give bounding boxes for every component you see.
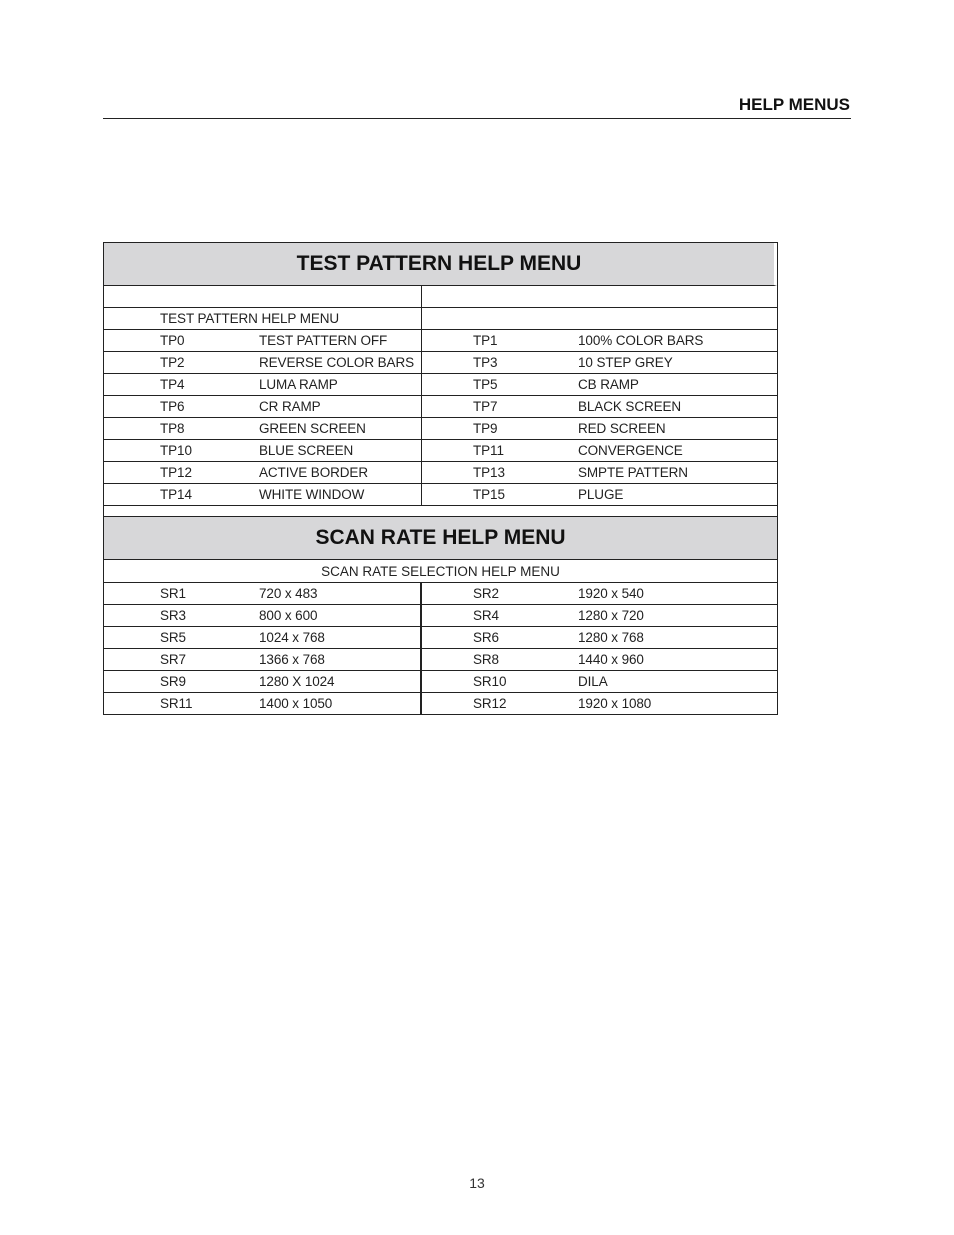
description-cell: 1280 x 768	[578, 630, 644, 645]
description-cell: 100% COLOR BARS	[578, 333, 704, 348]
code-cell: TP14	[160, 487, 192, 502]
header-rule	[103, 118, 851, 119]
table-row	[104, 396, 777, 418]
table-row	[104, 330, 777, 352]
description-cell: SMPTE PATTERN	[578, 465, 688, 480]
code-cell: SR5	[160, 630, 186, 645]
description-cell: 1920 x 1080	[578, 696, 652, 711]
description-cell: REVERSE COLOR BARS	[259, 355, 414, 370]
code-cell: SR1	[160, 586, 186, 601]
description-cell: 1440 x 960	[578, 652, 644, 667]
description-cell: 1400 x 1050	[259, 696, 333, 711]
table-row	[104, 605, 777, 627]
code-cell: SR2	[473, 586, 499, 601]
code-cell: TP8	[160, 421, 185, 436]
table-row	[104, 484, 777, 506]
description-cell: LUMA RAMP	[259, 377, 338, 392]
code-cell: TP10	[160, 443, 192, 458]
description-cell: 10 STEP GREY	[578, 355, 673, 370]
section-gap	[104, 506, 777, 517]
code-cell: TP15	[473, 487, 505, 502]
code-cell: TP3	[473, 355, 498, 370]
table-row	[104, 627, 777, 649]
description-cell: CR RAMP	[259, 399, 321, 414]
description-cell: RED SCREEN	[578, 421, 666, 436]
code-cell: SR4	[473, 608, 499, 623]
code-cell: TP13	[473, 465, 505, 480]
table-row	[104, 671, 777, 693]
description-cell: 1920 x 540	[578, 586, 644, 601]
table-row	[104, 649, 777, 671]
description-cell: 1366 x 768	[259, 652, 325, 667]
code-cell: SR7	[160, 652, 186, 667]
code-cell: TP4	[160, 377, 185, 392]
table-row	[104, 352, 777, 374]
scan-rate-title: SCAN RATE HELP MENU	[104, 517, 777, 560]
code-cell: SR12	[473, 696, 507, 711]
test-pattern-rows	[104, 330, 777, 506]
description-cell: CB RAMP	[578, 377, 639, 392]
code-cell: SR8	[473, 652, 499, 667]
description-cell: BLUE SCREEN	[259, 443, 354, 458]
table-row	[104, 693, 777, 714]
code-cell: TP11	[473, 443, 504, 458]
scan-rate-subheader: SCAN RATE SELECTION HELP MENU	[104, 560, 777, 583]
description-cell: CONVERGENCE	[578, 443, 683, 458]
test-pattern-subheader-row	[104, 308, 777, 330]
table-row	[104, 418, 777, 440]
code-cell: TP5	[473, 377, 498, 392]
help-menu-table	[103, 242, 778, 715]
code-cell: SR11	[160, 696, 193, 711]
table-row	[104, 462, 777, 484]
code-cell: TP0	[160, 333, 185, 348]
table-row	[104, 583, 777, 605]
description-cell: GREEN SCREEN	[259, 421, 366, 436]
description-cell: 1280 x 720	[578, 608, 644, 623]
code-cell: SR9	[160, 674, 186, 689]
description-cell: TEST PATTERN OFF	[259, 333, 388, 348]
description-cell: BLACK SCREEN	[578, 399, 682, 414]
blank-row	[104, 286, 777, 308]
code-cell: TP12	[160, 465, 192, 480]
description-cell: 1024 x 768	[259, 630, 325, 645]
description-cell: 720 x 483	[259, 586, 318, 601]
description-cell: DILA	[578, 674, 608, 689]
code-cell: SR6	[473, 630, 499, 645]
code-cell: SR3	[160, 608, 186, 623]
description-cell: 1280 X 1024	[259, 674, 335, 689]
code-cell: TP7	[473, 399, 498, 414]
description-cell: 800 x 600	[259, 608, 318, 623]
code-cell: SR10	[473, 674, 507, 689]
description-cell: WHITE WINDOW	[259, 487, 365, 502]
description-cell: PLUGE	[578, 487, 624, 502]
page-header-title: HELP MENUS	[738, 95, 850, 114]
scan-rate-rows	[104, 583, 777, 714]
table-row	[104, 374, 777, 396]
test-pattern-title: TEST PATTERN HELP MENU	[104, 243, 777, 286]
test-pattern-subheader: TEST PATTERN HELP MENU	[160, 311, 340, 326]
code-cell: TP2	[160, 355, 185, 370]
code-cell: TP6	[160, 399, 185, 414]
table-row	[104, 440, 777, 462]
description-cell: ACTIVE BORDER	[259, 465, 368, 480]
page-number: 13	[469, 1175, 485, 1191]
code-cell: TP1	[473, 333, 498, 348]
code-cell: TP9	[473, 421, 498, 436]
